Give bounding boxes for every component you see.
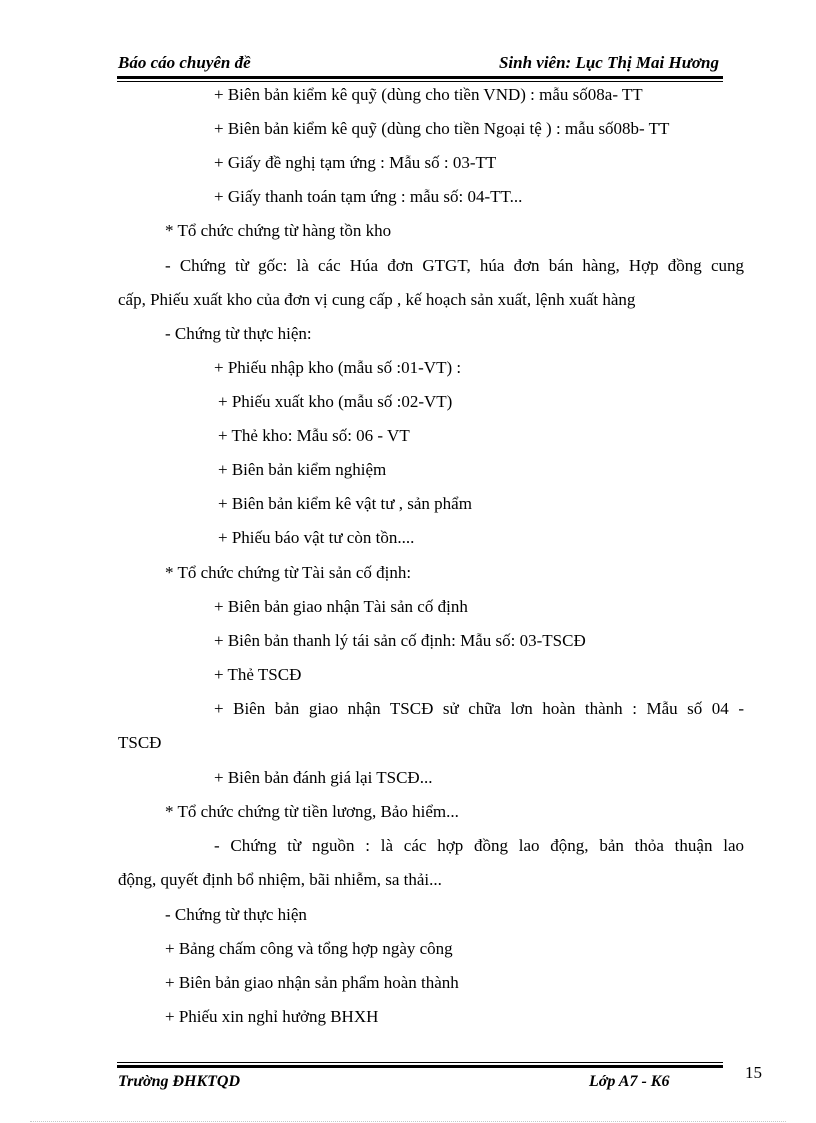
footer-rule-thick — [117, 1065, 723, 1068]
body-line: - Chứng từ thực hiện — [165, 905, 307, 924]
header-rule-thin — [117, 81, 723, 82]
section-heading: * Tổ chức chứng từ Tài sản cố định: — [165, 563, 412, 582]
body-line: + Biên bản thanh lý tái sản cố định: Mẫu số: 03-TSCĐ — [214, 631, 586, 650]
body-line: + Giấy đề nghị tạm ứng : Mẫu số : 03-TT — [214, 153, 497, 172]
footer-school: Trường ĐHKTQD — [118, 1073, 241, 1090]
body-line: + Biên bản đánh giá lại TSCĐ... — [214, 768, 433, 787]
body-line: + Phiếu xuất kho (mẫu số :02-VT) — [218, 392, 453, 411]
footer-class: Lớp A7 - K6 — [589, 1073, 670, 1090]
header-title: Báo cáo chuyên đề — [118, 53, 251, 72]
page-edge-divider — [30, 1121, 786, 1122]
body-line: + Thẻ kho: Mẫu số: 06 - VT — [218, 426, 410, 445]
page-number: 15 — [745, 1063, 762, 1082]
body-line: + Bảng chấm công và tổng hợp ngày công — [165, 939, 453, 958]
section-heading: * Tổ chức chứng từ tiền lương, Bảo hiểm... — [165, 802, 459, 821]
body-line: TSCĐ — [118, 733, 162, 752]
footer-rule-thin — [117, 1062, 723, 1063]
body-line: + Phiếu xin nghỉ hưởng BHXH — [165, 1007, 379, 1026]
header-rule-thick — [117, 76, 723, 79]
body-line: động, quyết định bổ nhiệm, bãi nhiễm, sa thải... — [118, 870, 442, 889]
section-heading: * Tổ chức chứng từ hàng tồn kho — [165, 221, 392, 240]
body-line: - Chứng từ nguồn : là các hợp đồng lao động, bản thỏa thuận lao — [214, 836, 744, 855]
body-line: + Biên bản kiểm nghiệm — [218, 460, 387, 479]
body-line: + Biên bản kiểm kê vật tư , sản phẩm — [218, 494, 472, 513]
body-line: cấp, Phiếu xuất kho của đơn vị cung cấp , kế hoạch sản xuất, lệnh xuất hàng — [118, 290, 636, 309]
body-line: + Phiếu báo vật tư còn tồn.... — [218, 528, 415, 547]
body-line: + Thẻ TSCĐ — [214, 665, 302, 684]
body-line: - Chứng từ gốc: là các Húa đơn GTGT, húa đơn bán hàng, Hợp đồng cung — [165, 256, 744, 275]
header-author: Sinh viên: Lục Thị Mai Hương — [498, 53, 719, 72]
body-line: - Chứng từ thực hiện: — [165, 324, 312, 343]
body-line: + Giấy thanh toán tạm ứng : mẫu số: 04-TT... — [214, 187, 523, 206]
body-line: + Biên bản giao nhận sản phẩm hoàn thành — [165, 973, 459, 992]
body-line: + Biên bản giao nhận TSCĐ sử chữa lơn hoàn thành : Mẫu số 04 - — [214, 699, 744, 718]
body-line: + Biên bản kiểm kê quỹ (dùng cho tiền VND) : mẫu số08a- TT — [214, 85, 643, 104]
body-line: + Phiếu nhập kho (mẫu số :01-VT) : — [214, 358, 462, 377]
body-line: + Biên bản giao nhận Tài sản cố định — [214, 597, 468, 616]
body-line: + Biên bản kiểm kê quỹ (dùng cho tiền Ngoại tệ ) : mẫu số08b- TT — [214, 119, 670, 138]
